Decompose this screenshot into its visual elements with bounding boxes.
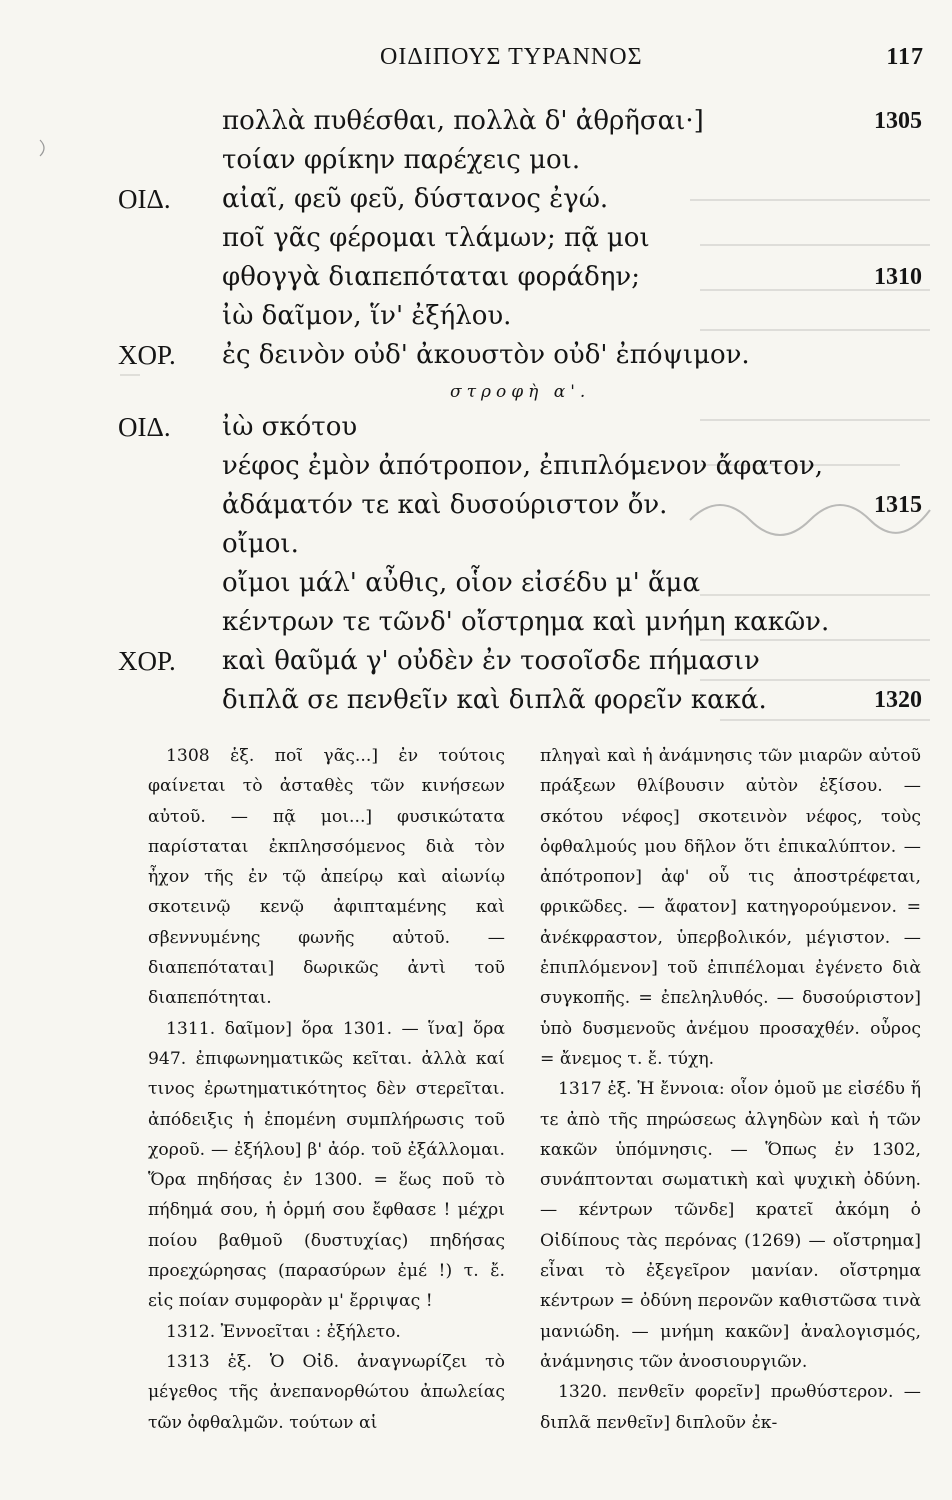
- speaker-label: ΟΙΔ.: [118, 184, 171, 214]
- verse-line: [0, 301, 952, 341]
- verse-text: καὶ θαῦμά γ' οὐδὲν ἐν τοσοῖσδε πήμασιν: [222, 646, 760, 676]
- commentary-note: 1311. δαῖμον] ὅρα 1301. — ἵνα] ὅρα 947. ἐπιφωνηματικῶς κεῖται. ἀλλὰ καί τινος ἐρωτηματικότητος δὲν στερεῖται. ἀπόδειξις ἡ ἑπομένη συμπλήρωσις τοῦ χοροῦ. — ἐξήλου] β' ἀόρ. τοῦ ἐξάλλομαι. Ὅρα πηδήσας ἐν 1300. = ἕως ποῦ τὸ πήδημά σου, ἡ ὁρμή σου ἔφθασε ! μέχρι ποίου βαθμοῦ (δυστυχίας) πηδήσας προεχώρησας (παρασύρων ἐμέ !) τ. ἔ. εἰς ποίαν συμφορὰν μ' ἔρριψας !: [148, 1018, 505, 1312]
- line-number: 1315: [874, 492, 922, 518]
- verse-text: πολλὰ πυθέσθαι, πολλὰ δ' ἀθρῆσαι·]: [222, 106, 704, 136]
- verse-line: [0, 184, 952, 224]
- commentary-column-left: [148, 741, 505, 1438]
- commentary-note: 1308 ἑξ. ποῖ γᾶς...] ἐν τούτοις φαίνεται τὸ ἀσταθὲς τῶν κινήσεων αὐτοῦ. — πᾷ μοι...] φυσικώτατα παρίσταται ἐκπλησσόμενος διὰ τὸν ἦχον τῆς ἐν τῷ ἀπείρῳ καὶ αἰωνίῳ σκοτεινῷ κενῷ ἀφιπταμένης καὶ σβεννυμένης φωνῆς αὐτοῦ. — διαπεπόταται] δωρικῶς ἀντὶ τοῦ διαπεπότηται.: [148, 746, 505, 1009]
- commentary-column-right: [540, 741, 921, 1438]
- commentary-note: πληγαὶ καὶ ἡ ἀνάμνησις τῶν μιαρῶν αὐτοῦ πράξεων θλίβουσιν αὐτὸν ἐξίσου. — σκότου νέφος] σκοτεινὸν νέφος, τοὺς ὀφθαλμούς μου δῆλον ὅτι ἐπικαλύπτον. — ἀπότροπον] ἀφ' οὗ τις ἀποστρέφεται, φρικῶδες. — ἄφατον] κατηγορούμενον. = ἀνέκφραστον, ὑπερβολικόν, μέγιστον. — ἐπιπλόμενον] τοῦ ἐπιπέλομαι ἐγένετο διὰ συγκοπῆς. = ἐπεληλυθός. — δυσούριστον] ὑπὸ δυσμενοῦς ἀνέμου προσαχθέν. οὖρος = ἄνεμος τ. ἔ. τύχη.: [540, 746, 921, 1069]
- speaker-label: ΧΟΡ.: [118, 646, 176, 676]
- commentary-note: 1312. Ἐννοεῖται : ἐξήλετο.: [166, 1321, 401, 1342]
- verse-text: ἐς δεινὸν οὐδ' ἀκουστὸν οὐδ' ἐπόψιμον.: [222, 340, 750, 370]
- commentary-note: 1313 ἑξ. Ὁ Οἰδ. ἀναγνωρίζει τὸ μέγεθος τῆς ἀνεπανορθώτου ἀπωλείας τῶν ὀφθαλμῶν. τούτων αἱ: [148, 1351, 505, 1433]
- verse-line: [0, 106, 952, 146]
- verse-text: κέντρων τε τῶνδ' οἴστρημα καὶ μνήμη κακῶν.: [222, 607, 830, 637]
- running-header: [380, 44, 924, 78]
- verse-text: οἴμοι μάλ' αὖθις, οἷον εἰσέδυ μ' ἅμα: [222, 568, 701, 598]
- verse-text: οἴμοι.: [222, 529, 299, 559]
- commentary-note: 1320. πενθεῖν φορεῖν] πρωθύστερον. — διπλᾶ πενθεῖν] διπλοῦν ἐκ-: [540, 1382, 921, 1433]
- verse-text: ἰὼ δαῖμον, ἵν' ἐξήλου.: [222, 301, 512, 331]
- verse-line: [0, 646, 952, 686]
- verse-line: [0, 529, 952, 569]
- verse-line: [0, 412, 952, 452]
- verse-line: [0, 145, 952, 185]
- commentary-note: 1317 ἑξ. Ἡ ἔννοια: οἷον ὁμοῦ με εἰσέδυ ἥ τε ἀπὸ τῆς πηρώσεως ἀλγηδὼν καὶ ἡ τῶν κακῶν ὑπόμνησις. — Ὅπως ἐν 1302, συνάπτονται σωματικὴ καὶ ψυχικὴ ὀδύνη. — κέντρων τῶνδε] κρατεῖ ἀκόμη ὁ Οἰδίπους τὰς περόνας (1269) — οἴστρημα] εἶναι τὸ ἐξεγεῖρον μανίαν. οἴστρημα κέντρων = ὀδύνη περονῶν καθιστῶσα τινὰ μανιώδη. — μνήμη κακῶν] ἀναλογισμός, ἀνάμνησις τῶν ἀνοσιουργιῶν.: [540, 1079, 921, 1372]
- verse-text: τοίαν φρίκην παρέχεις μοι.: [222, 145, 581, 175]
- strophe-heading: στροφὴ α'.: [450, 382, 591, 402]
- verse-line: [0, 607, 952, 647]
- running-title: ΟΙΔΙΠΟΥΣ ΤΥΡΑΝΝΟΣ: [380, 44, 643, 70]
- page-number: 117: [886, 44, 924, 70]
- verse-text: ποῖ γᾶς φέρομαι τλάμων; πᾷ μοι: [222, 223, 650, 253]
- verse-text: ἀδάματόν τε καὶ δυσούριστον ὄν.: [222, 490, 668, 520]
- verse-line: [0, 490, 952, 530]
- verse-line: [0, 223, 952, 263]
- verse-line: [0, 685, 952, 725]
- verse-text: φθογγὰ διαπεπόταται φοράδην;: [222, 262, 640, 292]
- speaker-label: ΧΟΡ.: [118, 340, 176, 370]
- line-number: 1310: [874, 264, 922, 290]
- line-number: 1305: [874, 108, 922, 134]
- speaker-label: ΟΙΔ.: [118, 412, 171, 442]
- verse-text: αἰαῖ, φεῦ φεῦ, δύστανος ἐγώ.: [222, 184, 609, 214]
- verse-line: [0, 568, 952, 608]
- verse-text: ἰὼ σκότου: [222, 412, 358, 442]
- verse-line: [0, 451, 952, 491]
- line-number: 1320: [874, 687, 922, 713]
- verse-line: [0, 262, 952, 302]
- verse-text: νέφος ἐμὸν ἀπότροπον, ἐπιπλόμενον ἄφατον,: [222, 451, 824, 481]
- verse-line: [0, 340, 952, 380]
- verse-text: διπλᾶ σε πενθεῖν καὶ διπλᾶ φορεῖν κακά.: [222, 685, 767, 715]
